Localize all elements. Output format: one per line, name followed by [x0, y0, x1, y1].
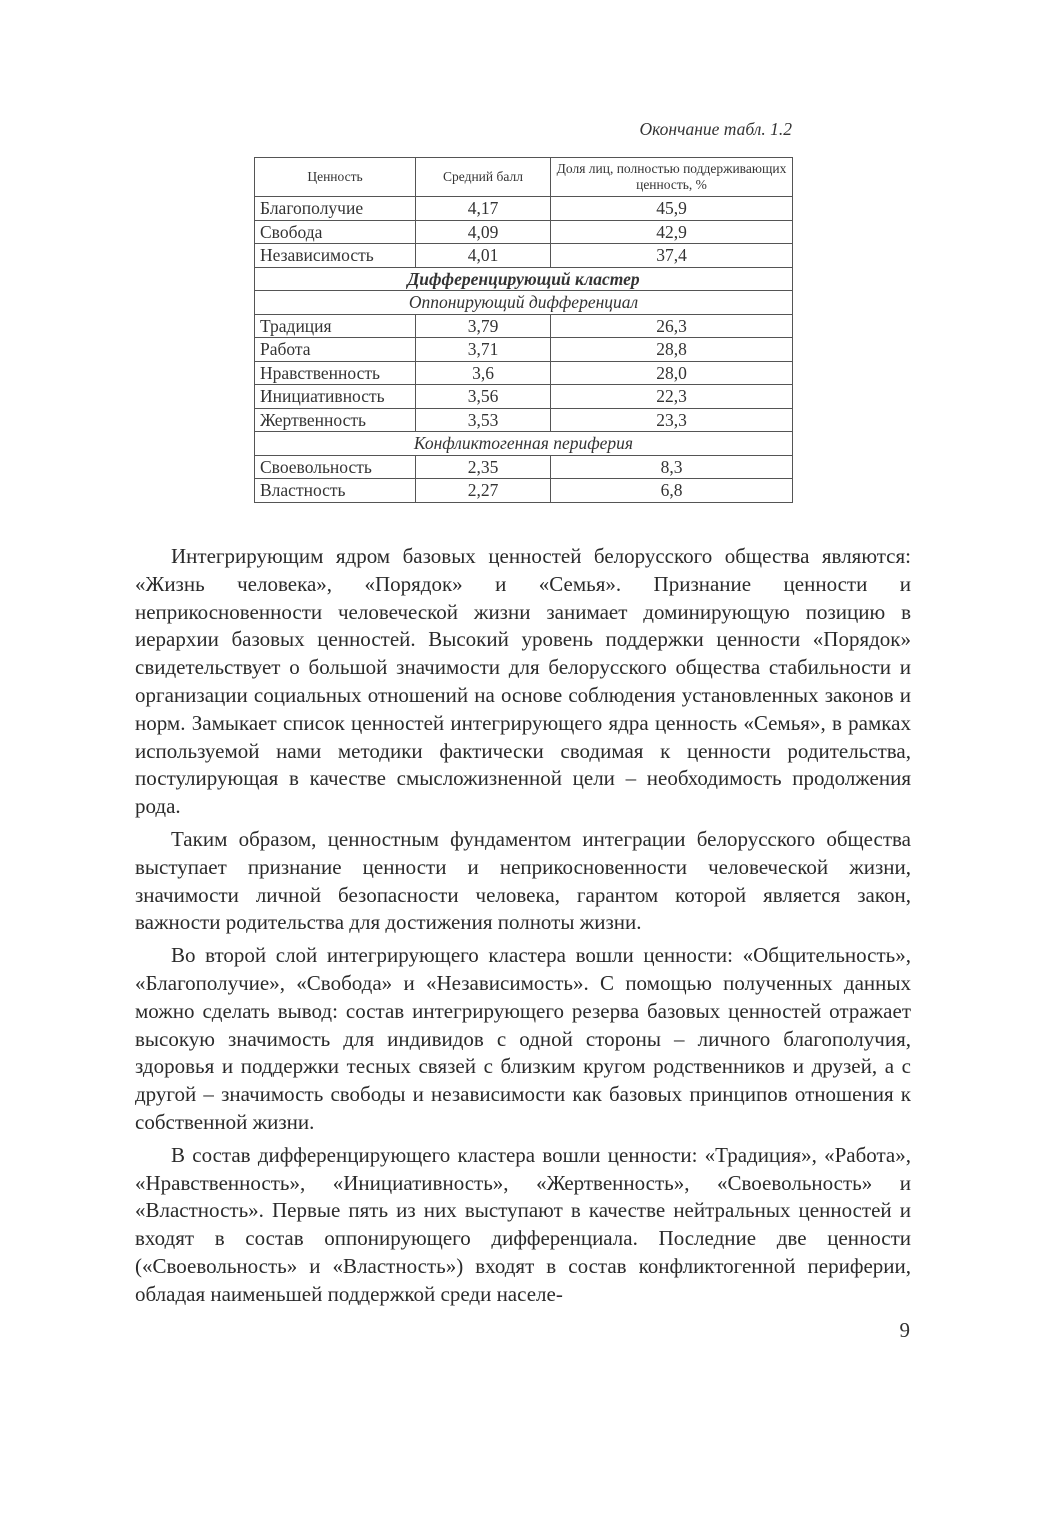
- table-header-row: [255, 158, 793, 197]
- values-table: [254, 157, 793, 503]
- row-share: 28,0: [551, 361, 793, 385]
- row-mean: 4,01: [416, 244, 551, 268]
- body-text: [135, 543, 911, 1314]
- table-row: [255, 314, 793, 338]
- row-mean: 4,09: [416, 220, 551, 244]
- row-name: Своевольность: [255, 455, 416, 479]
- row-mean: 3,6: [416, 361, 551, 385]
- row-name: Традиция: [255, 314, 416, 338]
- row-name: Работа: [255, 338, 416, 362]
- row-share: 26,3: [551, 314, 793, 338]
- row-mean: 3,79: [416, 314, 551, 338]
- row-share: 8,3: [551, 455, 793, 479]
- table-caption: Окончание табл. 1.2: [639, 119, 792, 139]
- row-share: 6,8: [551, 479, 793, 503]
- paragraph: Интегрирующим ядром базовых ценностей белорусского общества являются: «Жизнь человека», «Порядок» и «Семья». Признание ценности и неприкосновенности человеческой жизни занимает доминирующую позицию в иерархии базовых ценностей. Высокий уровень поддержки ценности «Порядок» свидетельствует о большой значимости для белорусского общества стабильности и организации социальных отношений на основе соблюдения установленных законов и норм. Замыкает список ценностей интегрирующего ядра ценность «Семья», в рамках используемой нами методики фактически сводимая к ценности родительства, постулирующая в качестве смысложизненной цели – необходимость продолжения рода.: [135, 544, 911, 819]
- row-mean: 2,27: [416, 479, 551, 503]
- row-mean: 4,17: [416, 197, 551, 221]
- row-mean: 3,53: [416, 408, 551, 432]
- row-name: Свобода: [255, 220, 416, 244]
- cluster-title: Дифференцирующий кластер: [255, 267, 793, 291]
- row-share: 37,4: [551, 244, 793, 268]
- row-name: Независимость: [255, 244, 416, 268]
- row-name: Благополучие: [255, 197, 416, 221]
- table-row: [255, 197, 793, 221]
- header-share: Доля лиц, полностью поддерживающих ценность, %: [551, 158, 793, 197]
- row-share: 42,9: [551, 220, 793, 244]
- row-share: 45,9: [551, 197, 793, 221]
- cluster-title-row: [255, 267, 793, 291]
- row-name: Нравственность: [255, 361, 416, 385]
- subsection-row: [255, 291, 793, 315]
- row-mean: 3,71: [416, 338, 551, 362]
- row-mean: 3,56: [416, 385, 551, 409]
- table-row: [255, 220, 793, 244]
- page-number: 9: [899, 1318, 910, 1342]
- table-row: [255, 408, 793, 432]
- paragraph: Таким образом, ценностным фундаментом интеграции белорусского общества выступает признание ценности и неприкосновенности человеческой жизни, значимости личной безопасности человека, гарантом которой является закон, важности родительства для достижения полноты жизни.: [135, 826, 911, 935]
- row-name: Жертвенность: [255, 408, 416, 432]
- table-row: [255, 455, 793, 479]
- row-name: Властность: [255, 479, 416, 503]
- subsection-row: [255, 432, 793, 456]
- row-share: 28,8: [551, 338, 793, 362]
- table-row: [255, 361, 793, 385]
- row-mean: 2,35: [416, 455, 551, 479]
- row-share: 23,3: [551, 408, 793, 432]
- subsection-title: Конфликтогенная периферия: [255, 432, 793, 456]
- subsection-title: Оппонирующий дифференциал: [255, 291, 793, 315]
- row-name: Инициативность: [255, 385, 416, 409]
- row-share: 22,3: [551, 385, 793, 409]
- table-row: [255, 244, 793, 268]
- table-row: [255, 385, 793, 409]
- header-value: Ценность: [255, 158, 416, 197]
- paragraph: В состав дифференцирующего кластера вошли ценности: «Традиция», «Работа», «Нравственность», «Инициативность», «Жертвенность», «Своевольность» и «Властность». Первые пять из них выступают в качестве нейтральных ценностей и входят в состав оппонирующего дифференциала. Последние две ценности («Своевольность» и «Властность») входят в состав конфликтогенной периферии, обладая наименьшей поддержкой среди населе-: [135, 1142, 911, 1306]
- paragraph: Во второй слой интегрирующего кластера вошли ценности: «Общительность», «Благополучие», «Свобода» и «Независимость». С помощью полученных данных можно сделать вывод: состав интегрирующего резерва базовых ценностей отражает высокую значимость для индивидов с одной стороны – личного благополучия, здоровья и поддержки тесных связей с близким кругом родственников и друзей, а с другой – значимость свободы и независимости как базовых принципов отношения к собственной жизни.: [135, 943, 911, 1134]
- header-mean: Средний балл: [416, 158, 551, 197]
- table-row: [255, 479, 793, 503]
- table-row: [255, 338, 793, 362]
